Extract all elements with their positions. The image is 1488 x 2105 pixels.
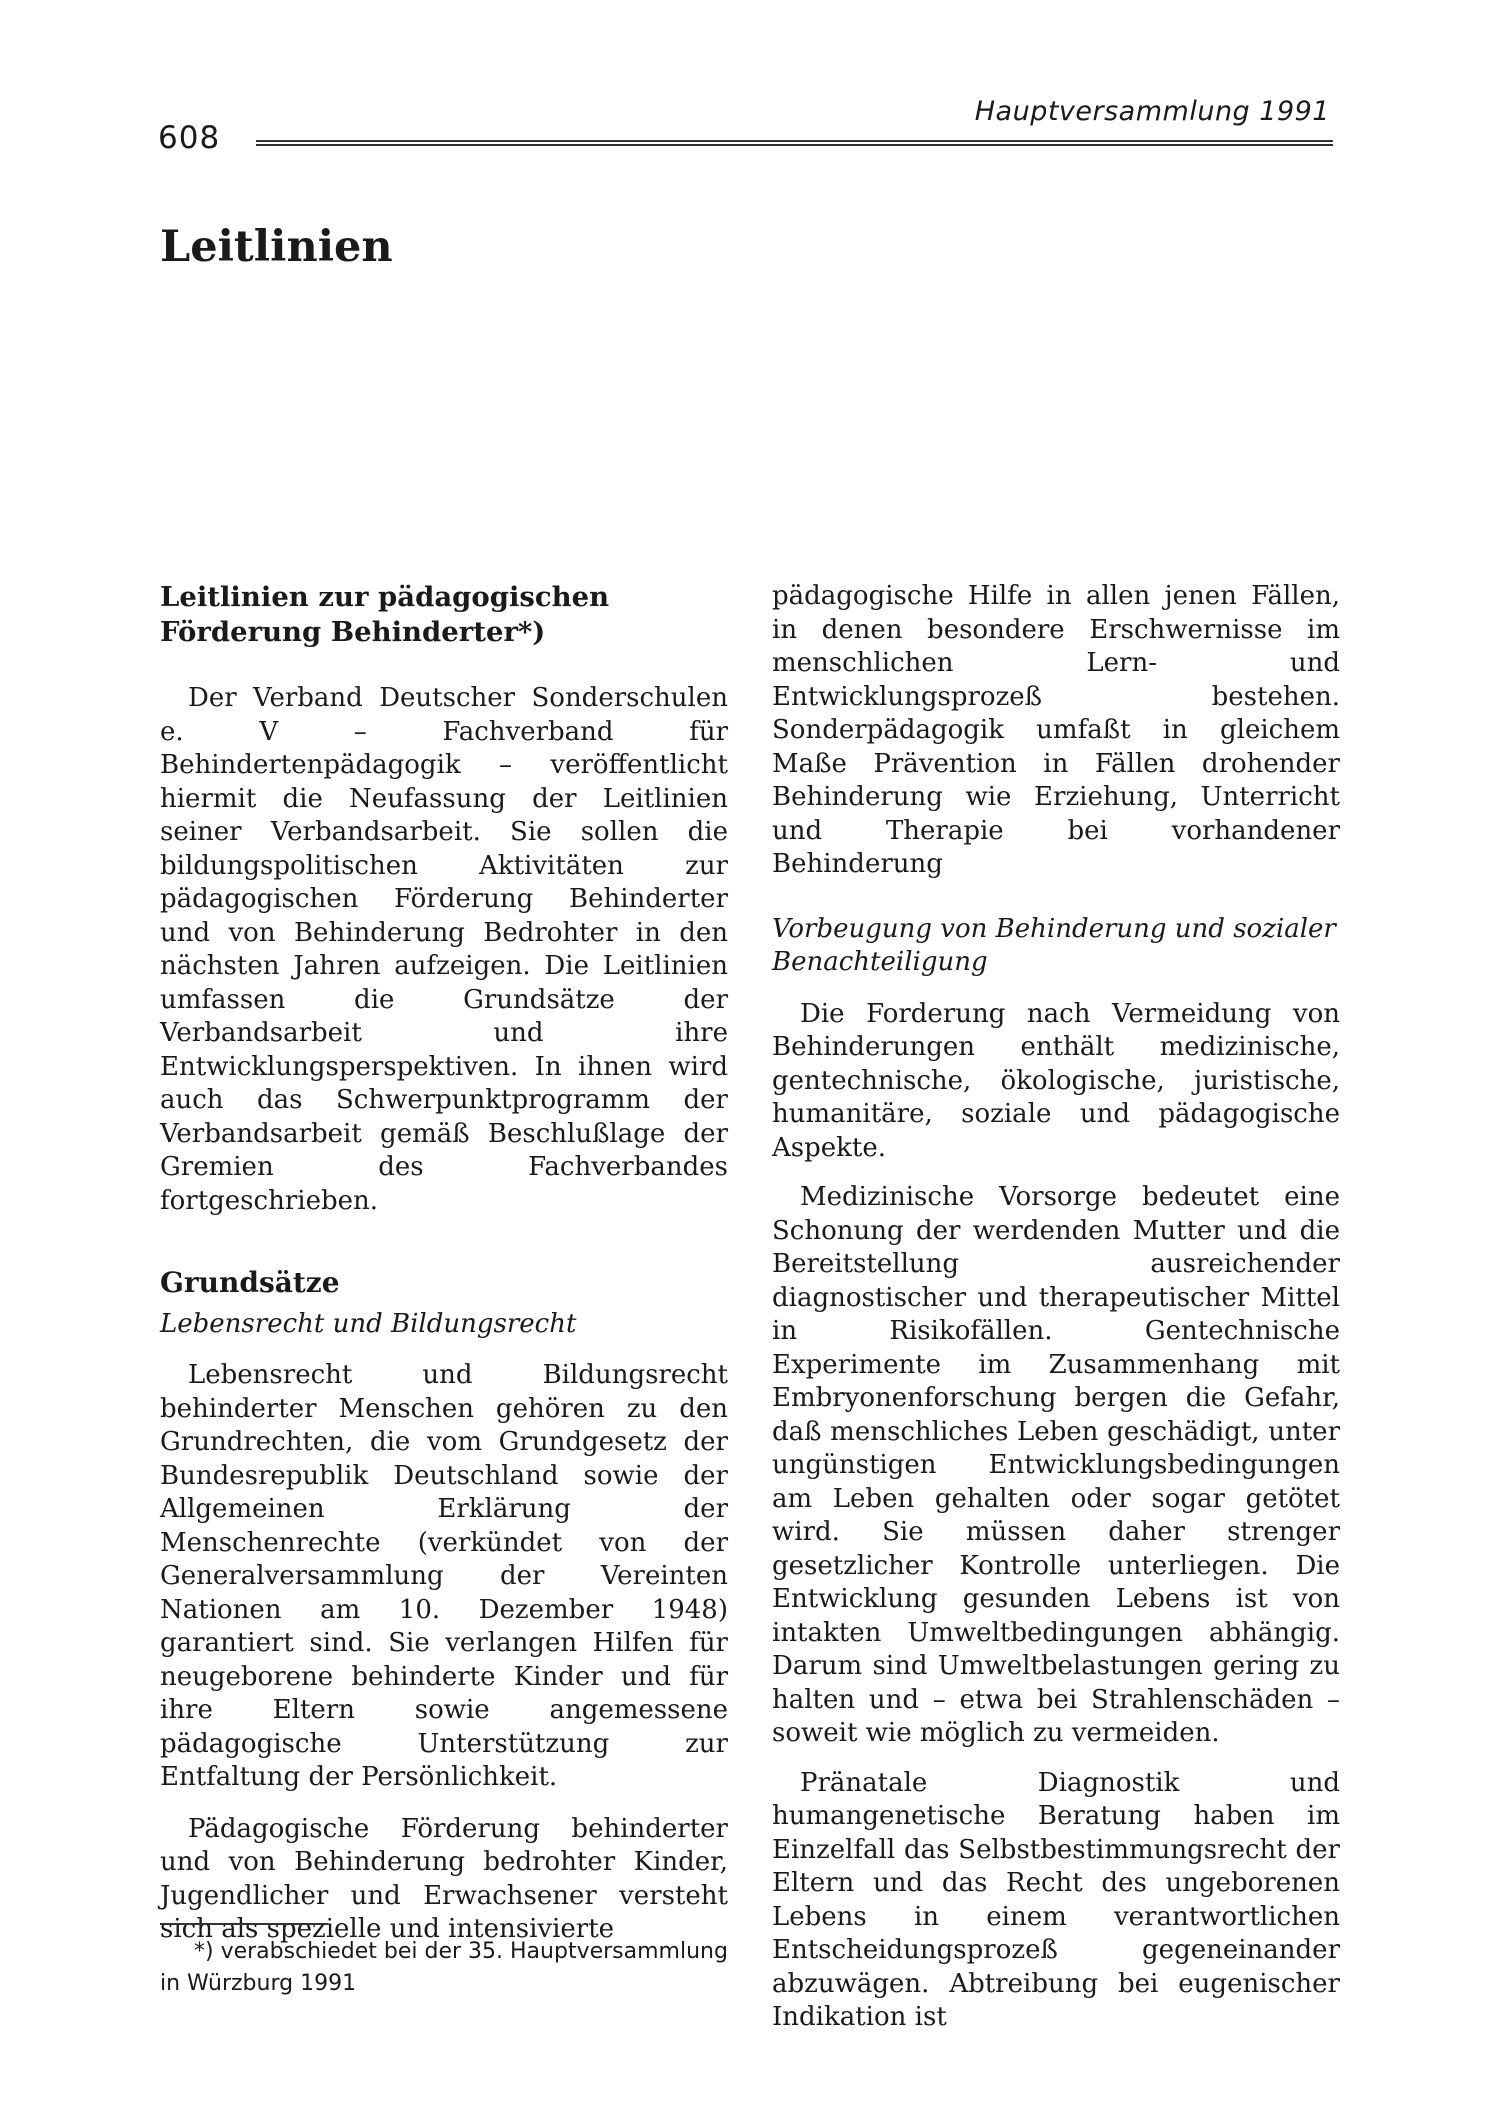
heading-grundsaetze: Grundsätze [160,1266,340,1299]
header-rule [256,140,1333,142]
subheading-vorbeugung: Vorbeugung von Behinderung und sozialer Benachteiligung [772,913,1336,977]
chapter-title: Leitlinien [160,222,393,272]
footnote: *) verabschiedet bei der 35. Hauptversammlung in Würzburg 1991 [160,1939,728,1996]
paragraph-paedagogische-foerderung: Pädagogische Förderung behinderter und von Behinderung bedrohter Kinder, Jugendlicher und Erwachsener versteht sich als spezielle und intensivierte [160,1813,728,1944]
subheading-lebensrecht: Lebensrecht und Bildungsrecht [160,1308,577,1339]
intro-paragraph: Der Verband Deutscher Sonderschulen e. V – Fachverband für Behindertenpädagogik – veröffentlicht hiermit die Neufassung der Leitlinien seiner Verbandsarbeit. Sie sollen die bildungspolitischen Aktivitäten zur pädagogischen Förderung Behinderter und von Behinderung Bedrohter in den nächsten Jahren aufzeigen. Die Leitlinien umfassen die Grundsätze der Verbandsarbeit und ihre Entwicklungsperspektiven. In ihnen wird auch das Schwerpunktprogramm der Verbandsarbeit gemäß Beschlußlage der Gremien des Fachverbandes fortgeschrieben. [160,683,728,1216]
header-rule-second [256,144,1333,146]
paragraph-lebensrecht: Lebensrecht und Bildungsrecht behinderter Menschen gehören zu den Grundrechten, die vom Grundgesetz der Bundesrepublik Deutschland sowie der Allgemeinen Erklärung der Menschenrechte (verkündet von der Generalversammlung der Vereinten Nationen am 10. Dezember 1948) garantiert sind. Sie verlangen Hilfen für neugeborene behinderte Kinder und für ihre Eltern sowie angemessene pädagogische Unterstützung zur Entfaltung der Persönlichkeit. [160,1360,728,1792]
section-title: Leitlinien zur pädagogischen Förderung Behinderter*) [160,581,610,648]
footnote-rule [160,1923,328,1925]
running-head: Hauptversammlung 1991 [974,96,1330,127]
paragraph-medizinische-vorsorge: Medizinische Vorsorge bedeutet eine Schonung der werdenden Mutter und die Bereitstellung ausreichender diagnostischer und therapeutischer Mittel in Risikofällen. Gentechnische Experimente im Zusammenhang mit Embryonenforschung bergen die Gefahr, daß menschliches Leben geschädigt, unter ungünstigen Entwicklungsbedingungen am Leben gehalten oder sogar getötet wird. Sie müssen daher strenger gesetzlicher Kontrolle unterliegen. Die Entwicklung gesunden Lebens ist von intakten Umweltbedingungen abhängig. Darum sind Umweltbelastungen gering zu halten und – etwa bei Strahlenschäden – soweit wie möglich zu vermeiden. [772,1182,1340,1748]
page-number: 608 [158,120,221,156]
right-column [772,580,1340,2035]
paragraph-forderung: Die Forderung nach Vermeidung von Behinderungen enthält medizinische, gentechnische, ökologische, juristische, humanitäre, soziale und pädagogische Aspekte. [772,998,1340,1163]
paragraph-praenatale-diagnostik: Pränatale Diagnostik und humangenetische Beratung haben im Einzelfall das Selbstbestimmungsrecht der Eltern und das Recht des ungeborenen Lebens in einem verantwortlichen Entscheidungsprozeß gegeneinander abzuwägen. Abtreibung bei eugenischer Indikation ist [772,1767,1340,2032]
paragraph-paedagogische-hilfe: pädagogische Hilfe in allen jenen Fällen, in denen besondere Erschwernisse im menschlichen Lern- und Entwicklungsprozeß bestehen. Sonderpädagogik umfaßt in gleichem Maße Prävention in Fällen drohender Behinderung wie Erziehung, Unterricht und Therapie bei vorhandener Behinderung [772,581,1340,879]
left-column [160,580,728,1947]
